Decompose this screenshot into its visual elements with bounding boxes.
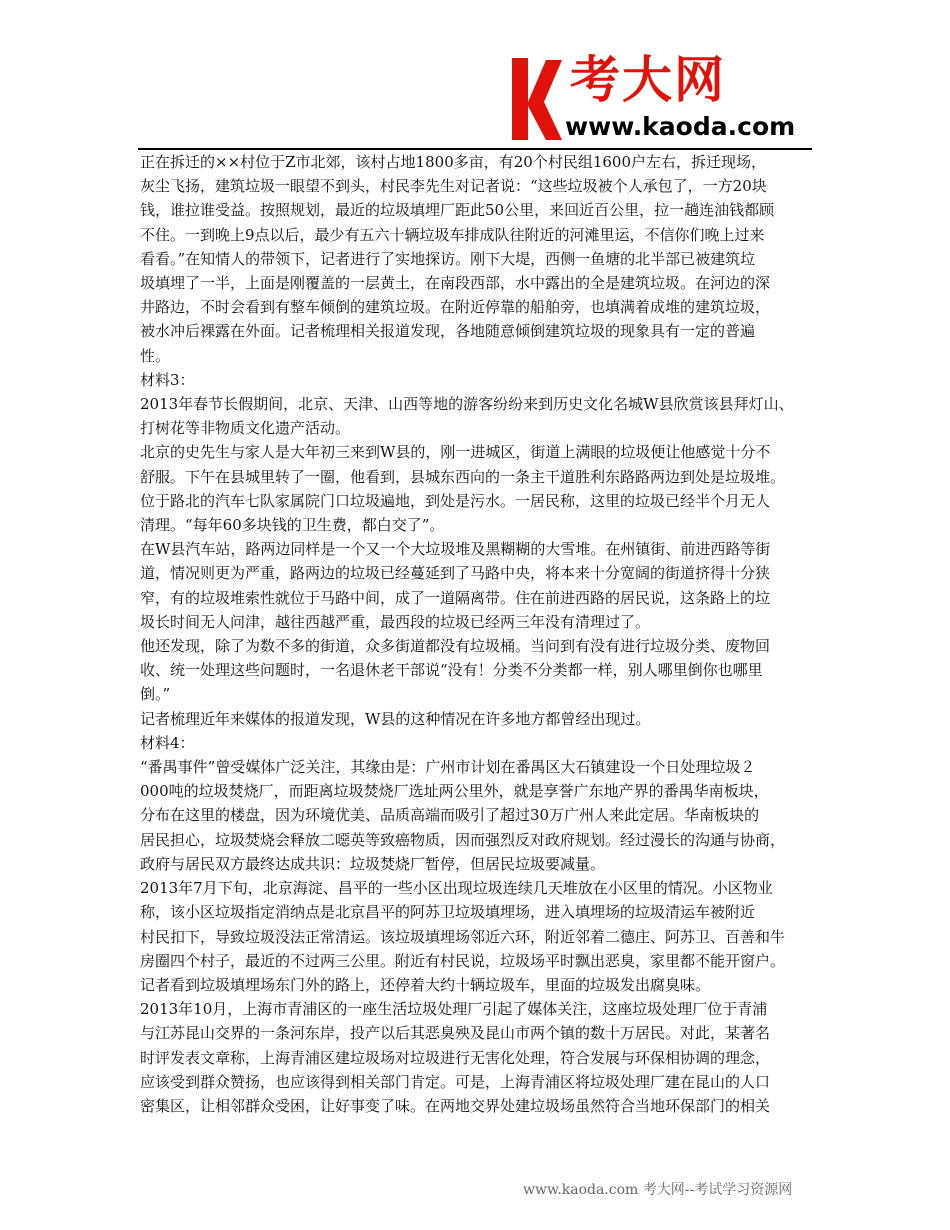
- document-body: [140, 150, 820, 1118]
- section-heading: 材料4：: [140, 733, 195, 752]
- section-heading: 材料3：: [140, 370, 195, 389]
- kaoda-logo-icon: [506, 52, 566, 146]
- page-footer: www.kaoda.com 考大网--考试学习资源网: [523, 1182, 793, 1198]
- text-line: 在W县汽车站，路两边同样是一个又一个大垃圾堆及黑糊糊的大雪堆。在州镇街、前进西路等街: [140, 540, 771, 559]
- text-line: 窄，有的垃圾堆索性就位于马路中间，成了一道隔离带。住在前进西路的居民说，这条路上的垃: [140, 588, 771, 607]
- text-line: 居民担心，垃圾焚烧会释放二噁英等致癌物质，因而强烈反对政府规划。经过漫长的沟通与协商，: [140, 830, 786, 849]
- text-line: 房圈四个村子，最近的不过两三公里。附近有村民说，垃圾场平时飘出恶臭，家里都不能开窗户。: [140, 951, 786, 970]
- text-line: 000吨的垃圾焚烧厂，而距离垃圾焚烧厂选址两公里外，就是享誉广东地产界的番禺华南板块，: [140, 782, 769, 801]
- text-line: 应该受到群众赞扬，也应该得到相关部门肯定。可是，上海青浦区将垃圾处理厂建在昆山的人口: [140, 1072, 771, 1091]
- text-line: 他还发现，除了为数不多的街道，众多街道都没有垃圾桶。当问到有没有进行垃圾分类、废物回: [140, 637, 771, 656]
- text-line: 舒服。下午在县城里转了一圈，他看到，县城东西向的一条主干道胜利东路路两边到处是垃圾堆。: [140, 467, 786, 486]
- text-line: 密集区，让相邻群众受困，让好事变了味。在两地交界处建垃圾场虽然符合当地环保部门的相关: [140, 1096, 771, 1115]
- text-line: 与江苏昆山交界的一条河东岸，投产以后其恶臭殃及昆山市两个镇的数十万居民。对此，某著名: [140, 1024, 771, 1043]
- text-line: 钱，谁拉谁受益。按照规划，最近的垃圾填埋厂距此50公里，来回近百公里，拉一趟连油钱都顾: [140, 201, 775, 220]
- text-line: 分布在这里的楼盘，因为环境优美、品质高端而吸引了超过30万广州人来此定居。华南板块的: [140, 806, 760, 825]
- text-line: 道，情况则更为严重，路两边的垃圾已经蔓延到了马路中央，将本来十分宽阔的街道挤得十分狭: [140, 564, 771, 583]
- text-line: “番禺事件”曾受媒体广泛关注，其缘由是：广州市计划在番禺区大石镇建设一个日处理垃圾２: [140, 758, 756, 777]
- text-line: 2013年10月，上海市青浦区的一座生活垃圾处理厂引起了媒体关注，这座垃圾处理厂位于青浦: [140, 1000, 768, 1019]
- text-line: 记者看到垃圾填埋场东门外的路上，还停着大约十辆垃圾车，里面的垃圾发出腐臭味。: [140, 975, 711, 994]
- text-line: 倒。”: [140, 685, 171, 704]
- text-line: 正在拆迁的××村位于Z市北郊，该村占地1800多亩，有20个村民组1600户左右，拆迁现场，: [140, 153, 766, 171]
- text-line: 时评发表文章称，上海青浦区建垃圾场对垃圾进行无害化处理，符合发展与环保相协调的理念，: [140, 1048, 771, 1067]
- text-line: 井路边，不时会看到有整车倾倒的建筑垃圾。在附近停靠的船舶旁，也填满着成堆的建筑垃圾，: [140, 298, 771, 317]
- text-line: 被水冲后裸露在外面。记者梳理相关报道发现，各地随意倾倒建筑垃圾的现象具有一定的普遍: [140, 322, 756, 341]
- text-line: 称，该小区垃圾指定消纳点是北京昌平的阿苏卫垃圾填埋场，进入填埋场的垃圾清运车被附近: [140, 903, 756, 922]
- text-line: 村民扣下，导致垃圾没法正常清运。该垃圾填埋场邻近六环，附近邻着二德庄、阿苏卫、百善和牛: [140, 927, 786, 946]
- text-line: 清理。“每年60多块钱的卫生费，都白交了”。: [140, 516, 445, 535]
- text-line: 圾填埋了一半，上面是刚覆盖的一层黄土，在南段西部，水中露出的全是建筑垃圾。在河边的深: [140, 274, 771, 293]
- text-line: 打树花等非物质文化遗产活动。: [140, 419, 351, 438]
- text-line: 收、统一处理这些问题时，一名退休老干部说“没有！分类不分类都一样，别人哪里倒你也哪里: [140, 661, 763, 680]
- text-line: 北京的史先生与家人是大年初三来到W县的，刚一进城区，街道上满眼的垃圾便让他感觉十分不: [140, 443, 771, 462]
- text-line: 位于路北的汽车七队家属院门口垃圾遍地，到处是污水。一居民称，这里的垃圾已经半个月无人: [140, 491, 771, 510]
- page-header: [0, 0, 950, 150]
- text-line: 不住。一到晚上9点以后，最少有五六十辆垃圾车排成队往附近的河滩里运，不信你们晚上过来: [140, 225, 765, 244]
- text-line: 看看。”在知情人的带领下，记者进行了实地探访。刚下大堤，西侧一鱼塘的北半部已被建筑垃: [140, 249, 756, 268]
- text-line: 灰尘飞扬，建筑垃圾一眼望不到头，村民李先生对记者说：“这些垃圾被个人承包了，一方20块: [140, 177, 767, 196]
- text-line: 圾长时间无人问津，越往西越严重，最西段的垃圾已经两三年没有清理过了。: [140, 612, 651, 631]
- text-line: 2013年春节长假期间，北京、天津、山西等地的游客纷纷来到历史文化名城W县欣赏该县拜灯山、: [140, 395, 794, 414]
- text-line: 记者梳理近年来媒体的报道发现，W县的这种情况在许多地方都曾经出现过。: [140, 709, 651, 728]
- text-line: 政府与居民双方最终达成共识：垃圾焚烧厂暂停，但居民垃圾要减量。: [140, 854, 606, 873]
- text-line: 2013年7月下旬，北京海淀、昌平的一些小区出现垃圾连续几天堆放在小区里的情况。小区物业: [140, 879, 773, 898]
- logo-url: www.kaoda.com: [565, 112, 796, 141]
- text-line: 性。: [140, 346, 171, 365]
- logo-chinese-name: 考大网: [570, 51, 726, 109]
